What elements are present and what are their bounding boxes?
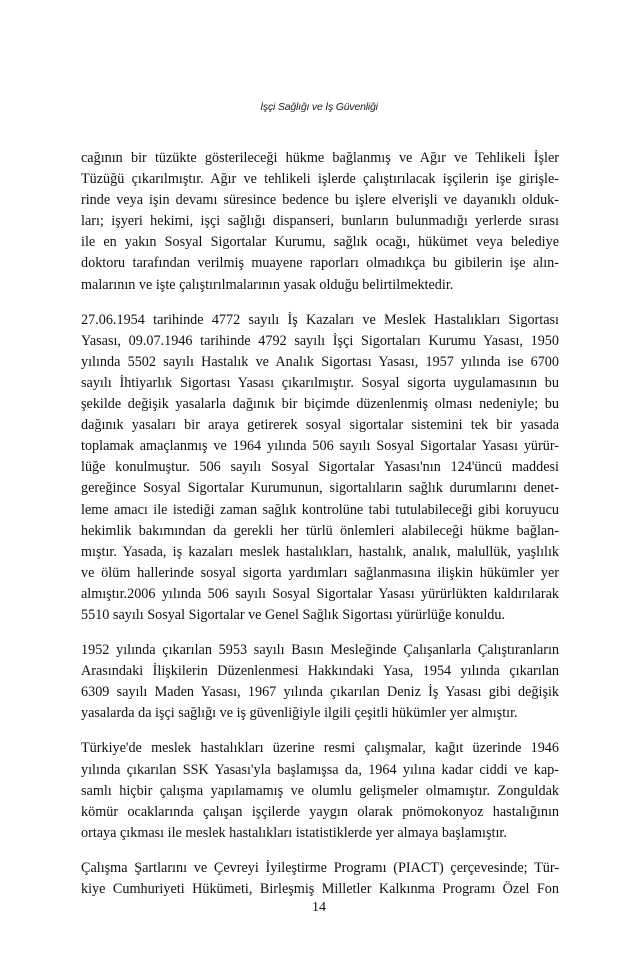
text-line: sayılı İhtiyarlık Sigortası Yasası çıkarılmıştır. Sosyal sigorta uygulamasının bu (81, 374, 559, 391)
text-line: yasalarda da işçi sağlığı ve iş güvenliğiyle ilgili çeşitli hükümler yer almıştır. (81, 705, 518, 722)
text-line: rinde veya işin devamı süresince bedence bu işlere elverişli ve dayanıklı olduk- (81, 192, 559, 209)
paragraph (81, 858, 559, 900)
paragraph (81, 148, 559, 296)
text-line: ları; işyeri hekimi, işçi sağlığı dispanseri, bunların bulunmadığı yerlerde sırası (81, 213, 559, 230)
text-line: 27.06.1954 tarihinde 4772 sayılı İş Kazaları ve Meslek Hastalıkları Sigortası (81, 311, 559, 328)
text-line: gereğince Sosyal Sigortalar Kurumunun, sigortalıların sağlık durumlarını denet- (81, 480, 559, 497)
text-line: dağınık yasaları bir araya getirerek sosyal sigortalar sistemini tek bir yasada (81, 417, 559, 434)
text-line: lüğe konulmuştur. 506 sayılı Sosyal Sigortalar Yasası'nın 124'üncü maddesi (81, 459, 559, 476)
text-line: 1952 yılında çıkarılan 5953 sayılı Basın Mesleğinde Çalışanlarla Çalıştıranların (81, 642, 559, 659)
text-line: malarının ve işte çalıştırılmalarının yasak olduğu belirtilmektedir. (81, 276, 454, 293)
text-line: ve ölüm hallerinde sosyal sigorta yardımları sağlanmasına ilişkin hükümler yer (81, 564, 559, 581)
paragraph (81, 310, 559, 626)
text-line: yılında çıkarılan SSK Yasası'yla başlamışsa da, 1964 yılına kadar ciddi ve kap- (81, 761, 559, 778)
text-line: kiye Cumhuriyeti Hükümeti, Birleşmiş Milletler Kalkınma Programı Özel Fon (81, 881, 559, 897)
text-line: şekilde değişik yasalarla dağınık bir biçimde düzenlenmiş olması nedeniyle; bu (81, 396, 559, 413)
text-line: 6309 sayılı Maden Yasası, 1967 yılında çıkarılan Deniz İş Yasası gibi değişik (81, 684, 559, 701)
text-line: toplamak amaçlanmış ve 1964 yılında 506 sayılı Sosyal Sigortalar Yasası yürür- (81, 438, 559, 455)
text-line: Tüzüğü çıkarılmıştır. Ağır ve tehlikeli işlerde çalıştırılacak işçilerin işe girişle- (81, 171, 559, 188)
text-line: leme amacı ile istediği zaman sağlık kontrolüne tabi tutulabileceği gibi koruyucu (81, 501, 559, 518)
text-line: cağının bir tüzükte gösterileceği hükme bağlanmış ve Ağır ve Tehlikeli İşler (81, 150, 559, 166)
text-line: yılında 5502 sayılı Hastalık ve Analık Sigortası Yasası, 1957 yılında ise 6700 (81, 353, 559, 370)
text-line: 5510 sayılı Sosyal Sigortalar ve Genel Sağlık Sigortası yürürlüğe konuldu. (81, 606, 505, 623)
text-line: Yasası, 09.07.1946 tarihinde 4792 sayılı İşçi Sigortaları Kurumu Yasası, 1950 (81, 332, 559, 349)
text-line: doktoru tarafından verilmiş muayene raporları olmadıkça bu gibilerin işe alın- (81, 255, 559, 272)
text-line: Türkiye'de meslek hastalıkları üzerine resmi çalışmalar, kağıt üzerinde 1946 (81, 740, 559, 757)
text-line: hekimlik bakımından da gerekli her türlü önlemleri alabileceği hükme bağlan- (81, 522, 559, 539)
text-line: ortaya çıkması ile meslek hastalıkları istatistiklerde yer almaya başlamıştır. (81, 824, 507, 841)
page-number: 14 (312, 900, 326, 915)
paragraph (81, 738, 559, 843)
running-header: İşçi Sağlığı ve İş Güvenliği (260, 101, 378, 113)
paragraph (81, 640, 559, 724)
text-line: almıştır.2006 yılında 506 sayılı Sosyal Sigortalar Yasası yürürlükten kaldırılarak (81, 585, 559, 602)
text-line: kömür ocaklarında çalışan işçilerde yaygın olarak pnömokonyoz hastalığının (81, 803, 559, 820)
text-line: Arasındaki İlişkilerin Düzenlenmesi Hakkındaki Yasa, 1954 yılında çıkarılan (81, 663, 559, 680)
text-line: ile en yakın Sosyal Sigortalar Kurumu, sağlık ocağı, hükümet veya belediye (81, 234, 559, 251)
body-text (81, 148, 559, 914)
text-line: mıştır. Yasada, iş kazaları meslek hastalıkları, hastalık, analık, malullük, yaşlılık (81, 543, 559, 560)
text-line: samlı hiçbir çalışma yapılamamış ve olumlu gelişmeler olmamıştır. Zonguldak (81, 782, 559, 799)
text-line: Çalışma Şartlarını ve Çevreyi İyileştirme Programı (PIACT) çerçevesinde; Tür- (81, 859, 559, 876)
